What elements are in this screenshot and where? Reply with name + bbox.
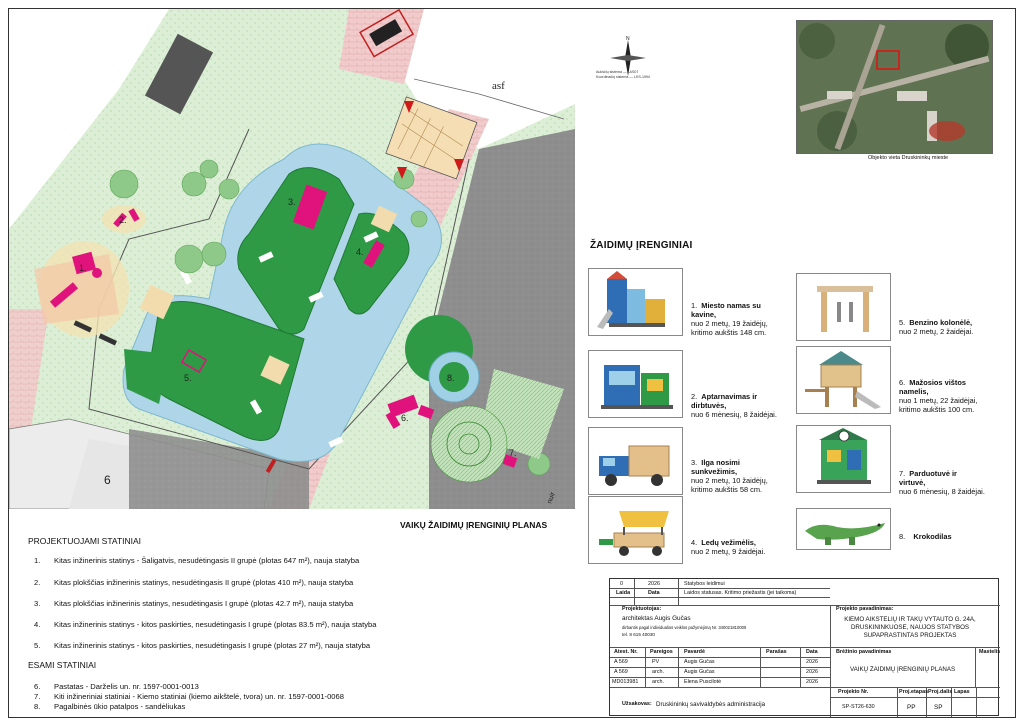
equipment-text-3: 3. Ilga nosimi sunkvežimis, nuo 2 metų, 10 žaidėjų, kritimo aukštis 58 cm. <box>691 458 768 494</box>
projected-item: 2. Kitas plokščias inžinerinis statinys, nesudėtingasis II grupė (plotas 410 m²), nauja statyba <box>34 578 354 587</box>
label-asf: asf <box>492 80 505 92</box>
equipment-text-5: 5. Benzino kolonėlė, nuo 2 metų, 2 žaidėjai. <box>899 318 974 336</box>
existing-item: 8. Pagalbinės ūkio patalpos - sandėliukas <box>34 702 186 711</box>
equipment-image-5 <box>796 273 891 341</box>
label-zone-8: 8. <box>447 373 455 383</box>
projected-title: PROJEKTUOJAMI STATINIAI <box>28 536 142 546</box>
coordinate-system-note: Aukščių sistema — LAS07 Koordinačių sistema — LKS-1994 <box>596 70 650 79</box>
equipment-image-7 <box>796 425 891 493</box>
equipment-image-2 <box>588 350 683 418</box>
title-block: 0 2026 Statybos leidimui Laida Data Laidos statusas. Kritimo priežastis (jei taikoma) Projektuotojas: architektas Augis Gučas dirbantis pagal individualios veiklos pažymėjimą Nr. 340021810009 tel. 8 615 40030 Projekto pavadinimas: KIEMO AIKŠTELIŲ IR TAKŲ VYTAUTO G. 24A, DRUSKININKUOSE, NAUJOS STATYBOS SUPAPRASTINTAS PROJEKTAS Atest. Nr. Pareigos Pavardė Parašas Data A 569 PV Augis Gučas 2026 A 569 arch. Augis Gučas 2026 MD013981 arch. Elena Puscilotė 2026 Brėžinio pavadinimas VAIKŲ ŽAIDIMŲ ĮRENGINIŲ PLANAS Mastelis Užsakovas: Druskininkų savivaldybės administracija Projekto Nr. SP-ST26-630 Proj.etapas PP Proj.dalis SP Lapas <box>609 578 999 716</box>
site-plan-map <box>9 9 575 509</box>
equipment-image-4 <box>588 496 683 564</box>
existing-item: 7. Kiti inžineriniai statiniai - Kiemo statiniai (kiemo aikštelė, tvora) un. nr. 1597-0001-0068 <box>34 692 344 701</box>
label-zone-3: 3. <box>288 197 296 207</box>
projected-item: 5. Kitas inžinerinis statinys - kitos paskirties, nesudėtingasis I grupė (plotas 27 m²), nauja statyba <box>34 641 371 650</box>
equipment-text-4: 4. Ledų vežimėlis, nuo 2 metų, 9 žaidėjai. <box>691 538 766 556</box>
existing-title: ESAMI STATINIAI <box>28 660 97 670</box>
inset-caption: Objekto vieta Druskininkų mieste <box>868 155 949 161</box>
location-inset-map <box>796 20 993 154</box>
existing-item: 6. Pastatas - Darželis un. nr. 1597-0001-0013 <box>34 682 199 691</box>
label-zone-6: 6. <box>401 413 409 423</box>
plan-title: VAIKŲ ŽAIDIMŲ ĮRENGINIŲ PLANAS <box>400 520 548 530</box>
label-building-6: 6 <box>104 473 111 487</box>
equipment-text-1: 1. Miesto namas su kavine, nuo 2 metų, 19 žaidėjų, kritimo aukštis 148 cm. <box>691 301 768 337</box>
equipment-image-8 <box>796 508 891 550</box>
equipment-text-2: 2. Aptarnavimas ir dirbtuvės, nuo 6 mėnesių, 8 žaidėjai. <box>691 392 777 419</box>
equipment-image-6 <box>796 346 891 414</box>
svg-text:N: N <box>626 36 630 42</box>
equipment-text-8: 8. Krokodilas <box>899 532 952 541</box>
label-zone-1: 1. <box>79 263 87 273</box>
projected-item: 1. Kitas inžinerinis statinys - Šaligatvis, nesudėtingasis II grupė (plotas 647 m²), nauja statyba <box>34 556 360 565</box>
equipment-text-6: 6. Mažosios vištos namelis, nuo 1 metų, 22 žaidėjai, kritimo aukštis 100 cm. <box>899 378 978 414</box>
label-zone-5: 5. <box>184 373 192 383</box>
equipment-title: ŽAIDIMŲ ĮRENGINIAI <box>590 240 693 251</box>
fall-zone-7 <box>431 406 507 482</box>
projected-item: 4. Kitas inžinerinis statinys - kitos paskirties, nesudėtingasis I grupė (plotas 83.5 m²), nauja statyba <box>34 620 377 629</box>
label-zone-4: 4. <box>356 247 364 257</box>
label-zone-2: 2. <box>119 215 127 225</box>
projected-item: 3. Kitas plokščias inžinerinis statinys, nesudėtingasis I grupė (plotas 42.7 m²), nauja statyba <box>34 599 354 608</box>
label-street: nuir <box>546 491 557 505</box>
label-zone-7: 7. <box>509 448 517 458</box>
equipment-text-7: 7. Parduotuvė ir virtuvė, nuo 6 mėnesių, 8 žaidėjai. <box>899 469 985 496</box>
equipment-image-3 <box>588 427 683 495</box>
equipment-image-1 <box>588 268 683 336</box>
